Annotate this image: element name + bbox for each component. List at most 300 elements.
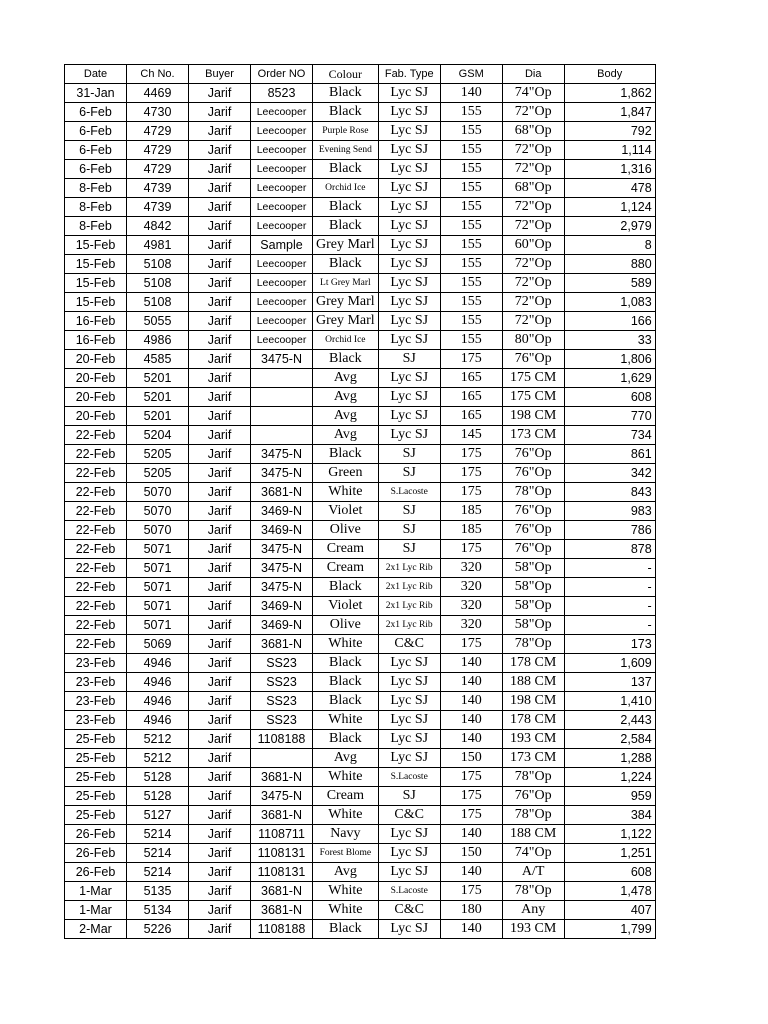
cell-body: 1,083 [564,293,655,312]
cell-fab-type: SJ [378,502,440,521]
table-row [65,711,656,730]
cell-colour: Cream [313,540,379,559]
cell-colour: Lt Grey Marl [313,274,379,293]
cell-fab-type: SJ [378,350,440,369]
cell-body: 2,443 [564,711,655,730]
cell-order-no: 3475-N [251,445,313,464]
cell-order-no: SS23 [251,711,313,730]
cell-buyer: Jarif [189,806,251,825]
cell-colour: White [313,635,379,654]
cell-order-no: 3469-N [251,521,313,540]
cell-order-no [251,407,313,426]
cell-dia: 72"Op [502,312,564,331]
cell-fab-type: SJ [378,521,440,540]
cell-date: 6-Feb [65,160,127,179]
cell-colour: White [313,882,379,901]
cell-fab-type: Lyc SJ [378,673,440,692]
table-row [65,920,656,939]
cell-colour: Black [313,730,379,749]
cell-fab-type: C&C [378,806,440,825]
cell-dia: 78"Op [502,806,564,825]
cell-buyer: Jarif [189,103,251,122]
cell-date: 22-Feb [65,616,127,635]
cell-fab-type: S.Lacoste [378,483,440,502]
cell-order-no: 1108188 [251,730,313,749]
cell-body: - [564,559,655,578]
cell-dia: 175 CM [502,388,564,407]
cell-body: 1,124 [564,198,655,217]
cell-order-no: 3681-N [251,882,313,901]
cell-dia: 72"Op [502,141,564,160]
cell-dia: 76"Op [502,521,564,540]
cell-body: 880 [564,255,655,274]
cell-dia: 72"Op [502,217,564,236]
cell-ch-no: 4986 [127,331,189,350]
cell-fab-type: Lyc SJ [378,749,440,768]
cell-buyer: Jarif [189,350,251,369]
cell-ch-no: 5226 [127,920,189,939]
cell-body: 1,316 [564,160,655,179]
cell-body: 1,288 [564,749,655,768]
cell-body: 166 [564,312,655,331]
cell-colour: Green [313,464,379,483]
cell-order-no: SS23 [251,654,313,673]
header-dia: Dia [502,65,564,84]
cell-colour: Avg [313,388,379,407]
cell-colour: Black [313,654,379,673]
cell-gsm: 320 [440,597,502,616]
cell-date: 20-Feb [65,369,127,388]
cell-body: 861 [564,445,655,464]
cell-ch-no: 4469 [127,84,189,103]
cell-colour: Olive [313,521,379,540]
cell-gsm: 175 [440,445,502,464]
cell-colour: Avg [313,863,379,882]
cell-order-no: 1108131 [251,844,313,863]
cell-fab-type: Lyc SJ [378,141,440,160]
cell-order-no: 3681-N [251,768,313,787]
cell-colour: Black [313,217,379,236]
cell-order-no: 3475-N [251,787,313,806]
cell-dia: 60"Op [502,236,564,255]
cell-order-no: Leecooper [251,331,313,350]
cell-dia: 178 CM [502,711,564,730]
cell-order-no: 3681-N [251,483,313,502]
cell-body: 1,799 [564,920,655,939]
cell-colour: Black [313,84,379,103]
cell-date: 22-Feb [65,559,127,578]
table-row [65,521,656,540]
cell-body: 878 [564,540,655,559]
cell-dia: 76"Op [502,787,564,806]
cell-ch-no: 5201 [127,407,189,426]
cell-buyer: Jarif [189,521,251,540]
cell-dia: 58"Op [502,559,564,578]
table-row [65,445,656,464]
cell-dia: 76"Op [502,464,564,483]
cell-gsm: 155 [440,274,502,293]
header-date: Date [65,65,127,84]
cell-gsm: 320 [440,616,502,635]
cell-dia: 74"Op [502,84,564,103]
cell-dia: 72"Op [502,255,564,274]
cell-order-no: 3469-N [251,616,313,635]
cell-ch-no: 5071 [127,616,189,635]
cell-buyer: Jarif [189,369,251,388]
cell-colour: Grey Marl [313,293,379,312]
cell-ch-no: 4729 [127,160,189,179]
header-row [65,65,656,84]
cell-gsm: 175 [440,882,502,901]
cell-gsm: 140 [440,825,502,844]
cell-dia: 58"Op [502,616,564,635]
cell-gsm: 155 [440,331,502,350]
table-row [65,255,656,274]
cell-colour: Grey Marl [313,236,379,255]
cell-order-no: 3475-N [251,559,313,578]
cell-gsm: 175 [440,635,502,654]
cell-ch-no: 4946 [127,711,189,730]
cell-body: 1,806 [564,350,655,369]
cell-ch-no: 5214 [127,825,189,844]
cell-order-no: Leecooper [251,160,313,179]
cell-colour: Navy [313,825,379,844]
header-colour: Colour [313,65,379,84]
table-row [65,293,656,312]
cell-gsm: 140 [440,692,502,711]
cell-fab-type: Lyc SJ [378,920,440,939]
cell-fab-type: 2x1 Lyc Rib [378,559,440,578]
table-row [65,901,656,920]
cell-ch-no: 4729 [127,122,189,141]
cell-date: 23-Feb [65,692,127,711]
cell-buyer: Jarif [189,920,251,939]
cell-ch-no: 5128 [127,787,189,806]
table-row [65,122,656,141]
cell-date: 20-Feb [65,350,127,369]
cell-gsm: 140 [440,84,502,103]
cell-dia: 198 CM [502,407,564,426]
table-row [65,502,656,521]
cell-colour: White [313,768,379,787]
cell-colour: Black [313,920,379,939]
table-body [65,84,656,939]
cell-dia: Any [502,901,564,920]
cell-colour: Evening Send [313,141,379,160]
cell-body: 1,114 [564,141,655,160]
header-gsm: GSM [440,65,502,84]
cell-fab-type: SJ [378,787,440,806]
cell-fab-type: Lyc SJ [378,103,440,122]
cell-date: 15-Feb [65,236,127,255]
cell-date: 31-Jan [65,84,127,103]
table-row [65,597,656,616]
table-row [65,578,656,597]
cell-colour: Black [313,350,379,369]
cell-dia: 72"Op [502,103,564,122]
cell-ch-no: 5134 [127,901,189,920]
cell-buyer: Jarif [189,198,251,217]
cell-fab-type: C&C [378,901,440,920]
cell-date: 22-Feb [65,578,127,597]
cell-fab-type: Lyc SJ [378,863,440,882]
table-row [65,274,656,293]
cell-colour: Avg [313,407,379,426]
cell-gsm: 175 [440,768,502,787]
cell-body: 1,410 [564,692,655,711]
cell-fab-type: Lyc SJ [378,179,440,198]
cell-date: 8-Feb [65,198,127,217]
cell-fab-type: Lyc SJ [378,692,440,711]
cell-colour: Black [313,692,379,711]
cell-fab-type: Lyc SJ [378,730,440,749]
cell-dia: 72"Op [502,198,564,217]
cell-dia: 72"Op [502,293,564,312]
cell-buyer: Jarif [189,882,251,901]
cell-ch-no: 5204 [127,426,189,445]
cell-gsm: 150 [440,844,502,863]
cell-buyer: Jarif [189,293,251,312]
cell-date: 22-Feb [65,445,127,464]
cell-colour: Avg [313,426,379,445]
cell-dia: 193 CM [502,920,564,939]
cell-body: 959 [564,787,655,806]
cell-colour: Orchid Ice [313,179,379,198]
cell-gsm: 175 [440,464,502,483]
cell-body: 786 [564,521,655,540]
cell-fab-type: Lyc SJ [378,388,440,407]
cell-date: 25-Feb [65,730,127,749]
cell-fab-type: 2x1 Lyc Rib [378,578,440,597]
table-row [65,236,656,255]
cell-buyer: Jarif [189,217,251,236]
cell-order-no: Leecooper [251,255,313,274]
cell-ch-no: 5071 [127,540,189,559]
cell-gsm: 155 [440,179,502,198]
cell-fab-type: Lyc SJ [378,369,440,388]
cell-order-no: Leecooper [251,293,313,312]
cell-body: 792 [564,122,655,141]
cell-ch-no: 5201 [127,369,189,388]
cell-ch-no: 5069 [127,635,189,654]
cell-dia: 80"Op [502,331,564,350]
cell-ch-no: 5071 [127,578,189,597]
header-ch-no: Ch No. [127,65,189,84]
cell-dia: 188 CM [502,673,564,692]
cell-buyer: Jarif [189,141,251,160]
cell-body: 608 [564,863,655,882]
cell-colour: Black [313,198,379,217]
cell-date: 15-Feb [65,293,127,312]
cell-colour: Black [313,445,379,464]
cell-gsm: 165 [440,369,502,388]
cell-date: 23-Feb [65,673,127,692]
cell-gsm: 175 [440,483,502,502]
table-row [65,863,656,882]
cell-fab-type: Lyc SJ [378,312,440,331]
cell-gsm: 155 [440,141,502,160]
cell-buyer: Jarif [189,844,251,863]
cell-dia: A/T [502,863,564,882]
cell-order-no: 8523 [251,84,313,103]
cell-order-no: Leecooper [251,122,313,141]
cell-date: 8-Feb [65,179,127,198]
cell-body: 478 [564,179,655,198]
delivery-table [64,64,656,939]
cell-fab-type: Lyc SJ [378,160,440,179]
cell-gsm: 150 [440,749,502,768]
cell-ch-no: 4981 [127,236,189,255]
cell-gsm: 155 [440,236,502,255]
table-row [65,844,656,863]
cell-fab-type: Lyc SJ [378,426,440,445]
cell-body: - [564,597,655,616]
cell-ch-no: 5205 [127,464,189,483]
cell-date: 16-Feb [65,331,127,350]
cell-fab-type: Lyc SJ [378,407,440,426]
cell-order-no [251,388,313,407]
cell-colour: White [313,901,379,920]
cell-order-no: 1108711 [251,825,313,844]
cell-ch-no: 4946 [127,673,189,692]
cell-fab-type: SJ [378,445,440,464]
cell-buyer: Jarif [189,673,251,692]
cell-date: 20-Feb [65,388,127,407]
table-row [65,806,656,825]
cell-gsm: 320 [440,578,502,597]
cell-body: 2,584 [564,730,655,749]
cell-fab-type: C&C [378,635,440,654]
cell-ch-no: 5205 [127,445,189,464]
cell-date: 22-Feb [65,502,127,521]
table-row [65,160,656,179]
table-row [65,559,656,578]
cell-gsm: 155 [440,122,502,141]
table-row [65,692,656,711]
cell-buyer: Jarif [189,692,251,711]
cell-fab-type: Lyc SJ [378,217,440,236]
cell-buyer: Jarif [189,787,251,806]
header-buyer: Buyer [189,65,251,84]
cell-gsm: 175 [440,350,502,369]
cell-buyer: Jarif [189,749,251,768]
cell-colour: Forest Blome [313,844,379,863]
cell-dia: 188 CM [502,825,564,844]
cell-dia: 78"Op [502,768,564,787]
cell-ch-no: 4585 [127,350,189,369]
cell-date: 23-Feb [65,711,127,730]
cell-date: 22-Feb [65,483,127,502]
cell-ch-no: 4842 [127,217,189,236]
cell-colour: Violet [313,597,379,616]
cell-gsm: 140 [440,920,502,939]
cell-gsm: 185 [440,502,502,521]
cell-ch-no: 5070 [127,483,189,502]
cell-order-no: Leecooper [251,198,313,217]
table-row [65,464,656,483]
table-row [65,882,656,901]
table-row [65,388,656,407]
cell-fab-type: Lyc SJ [378,274,440,293]
cell-dia: 76"Op [502,445,564,464]
cell-fab-type: Lyc SJ [378,293,440,312]
cell-date: 23-Feb [65,654,127,673]
cell-date: 26-Feb [65,825,127,844]
cell-buyer: Jarif [189,597,251,616]
cell-gsm: 155 [440,103,502,122]
cell-body: 1,122 [564,825,655,844]
header-order-no: Order NO [251,65,313,84]
cell-body: 342 [564,464,655,483]
cell-buyer: Jarif [189,654,251,673]
cell-body: 1,862 [564,84,655,103]
cell-body: 33 [564,331,655,350]
cell-dia: 198 CM [502,692,564,711]
cell-order-no: SS23 [251,692,313,711]
table-row [65,540,656,559]
cell-buyer: Jarif [189,122,251,141]
table-row [65,198,656,217]
cell-dia: 68"Op [502,122,564,141]
table-row [65,673,656,692]
cell-order-no: 3475-N [251,464,313,483]
cell-dia: 58"Op [502,578,564,597]
cell-order-no: 3681-N [251,901,313,920]
cell-buyer: Jarif [189,388,251,407]
cell-colour: White [313,711,379,730]
cell-fab-type: Lyc SJ [378,844,440,863]
cell-body: 2,979 [564,217,655,236]
cell-fab-type: Lyc SJ [378,236,440,255]
cell-gsm: 140 [440,654,502,673]
cell-date: 22-Feb [65,540,127,559]
cell-order-no: Leecooper [251,274,313,293]
cell-gsm: 175 [440,540,502,559]
cell-dia: 175 CM [502,369,564,388]
cell-date: 22-Feb [65,635,127,654]
cell-order-no: 3681-N [251,635,313,654]
cell-buyer: Jarif [189,540,251,559]
cell-date: 8-Feb [65,217,127,236]
cell-colour: Violet [313,502,379,521]
cell-gsm: 155 [440,293,502,312]
cell-date: 22-Feb [65,426,127,445]
cell-colour: Black [313,578,379,597]
cell-buyer: Jarif [189,426,251,445]
cell-gsm: 140 [440,673,502,692]
cell-ch-no: 4946 [127,692,189,711]
cell-dia: 76"Op [502,350,564,369]
cell-fab-type: Lyc SJ [378,255,440,274]
cell-body: 608 [564,388,655,407]
cell-ch-no: 5212 [127,749,189,768]
cell-body: 983 [564,502,655,521]
cell-fab-type: Lyc SJ [378,825,440,844]
table-row [65,407,656,426]
cell-ch-no: 5108 [127,274,189,293]
cell-buyer: Jarif [189,179,251,198]
table-row [65,749,656,768]
cell-ch-no: 5108 [127,293,189,312]
cell-gsm: 140 [440,863,502,882]
cell-body: 589 [564,274,655,293]
cell-ch-no: 5070 [127,521,189,540]
cell-gsm: 155 [440,198,502,217]
cell-ch-no: 5128 [127,768,189,787]
cell-order-no [251,426,313,445]
cell-gsm: 145 [440,426,502,445]
table-row [65,616,656,635]
